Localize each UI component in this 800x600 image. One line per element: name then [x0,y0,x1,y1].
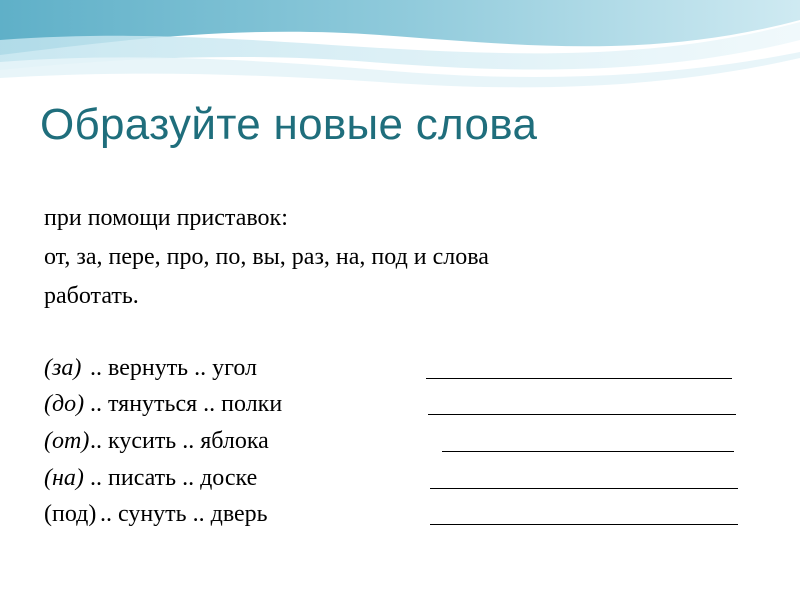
slide-title: Образуйте новые слова [40,100,538,149]
intro-line: при помощи приставок: [44,205,288,231]
exercise-text: .. сунуть .. дверь [100,501,268,527]
exercise-prefix: (под) [44,501,97,527]
intro-line: от, за, пере, про, по, вы, раз, на, под и слова [44,244,489,270]
exercise-row [44,429,764,459]
exercise-row [44,502,764,532]
exercise-text: .. вернуть .. угол [90,355,258,381]
exercise-row [44,466,764,496]
exercise-text: .. писать .. доске [90,465,258,491]
exercise-text: .. тянуться .. полки [90,391,283,417]
exercise-text: .. кусить .. яблока [90,428,269,454]
answer-blank[interactable] [430,466,738,489]
intro-line: работать. [44,283,139,309]
exercise-row [44,392,764,422]
exercise-prefix: (на) [44,465,84,491]
answer-blank[interactable] [426,356,732,379]
exercise-prefix: (за) [44,355,82,381]
answer-blank[interactable] [428,392,736,415]
exercise-prefix: (до) [44,391,85,417]
answer-blank[interactable] [442,429,734,452]
decorative-wave-header [0,0,800,90]
exercise-row [44,356,764,386]
exercise-prefix: (от) [44,428,90,454]
answer-blank[interactable] [430,502,738,525]
